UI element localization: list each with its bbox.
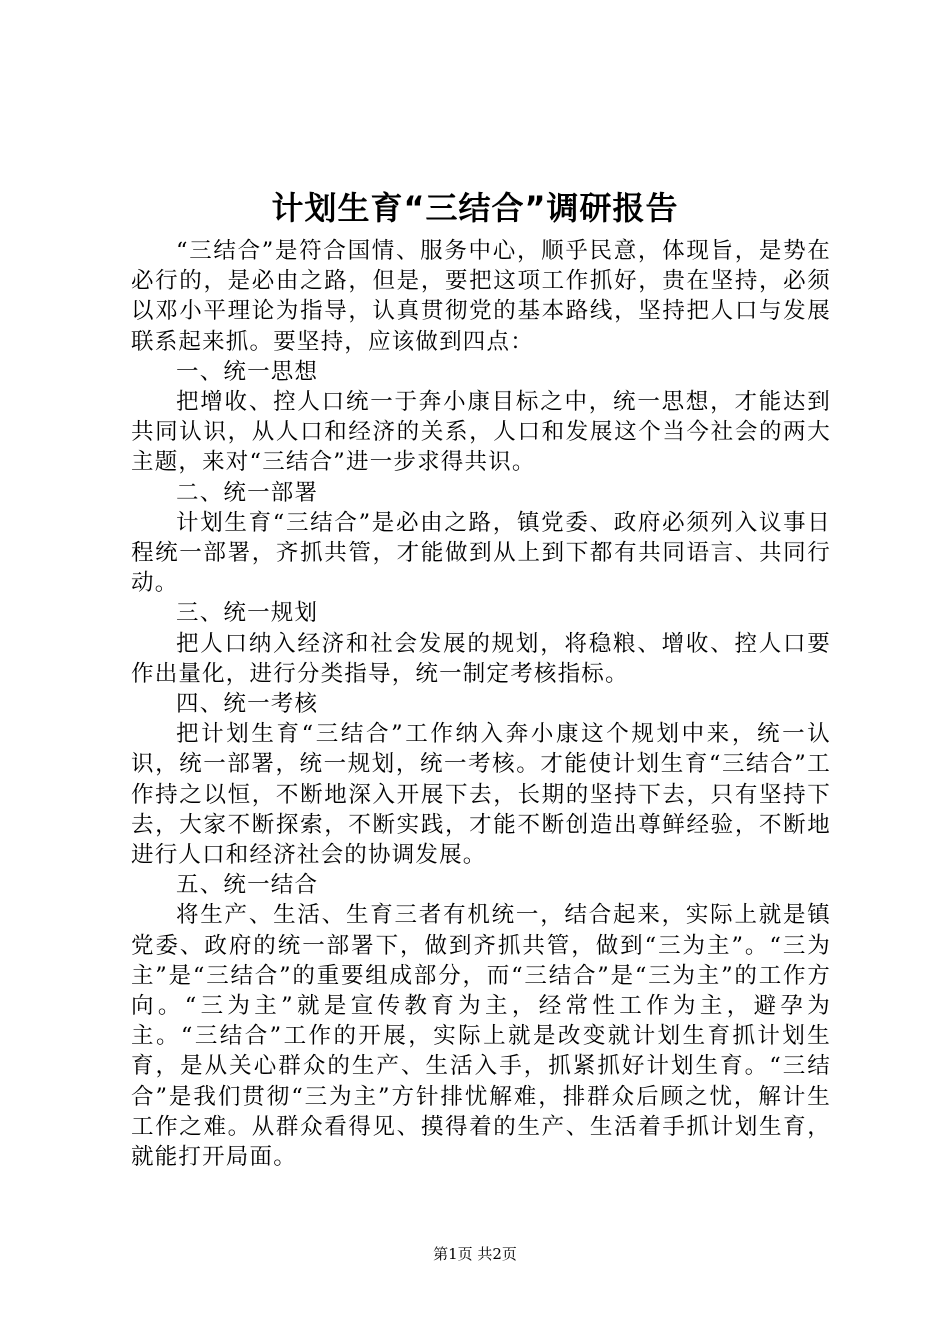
section-heading-2: 二、统一部署 [176, 479, 319, 506]
intro-paragraph: “三结合”是符合国情、服务中心，顺乎民意，体现旨，是势在必行的，是必由之路，但是，要把这项工作抓好，贵在坚持，必须以邓小平理论为指导，认真贯彻党的基本路线，坚持把人口与发展联系起来抓。要坚持，应该做到四点： [131, 238, 831, 355]
section-paragraph-2: 计划生育“三结合”是必由之路，镇党委、政府必须列入议事日程统一部署，齐抓共管，才能做到从上到下都有共同语言、共同行动。 [131, 509, 831, 597]
section-heading-4: 四、统一考核 [176, 691, 319, 718]
document-body [131, 236, 831, 1172]
section-heading-3: 三、统一规划 [176, 600, 319, 627]
document-title: 计划生育“三结合”调研报告 [271, 189, 679, 227]
page-indicator: 第1页 共2页 [433, 1245, 517, 1263]
section-heading-1: 一、统一思想 [176, 358, 319, 385]
section-heading-5: 五、统一结合 [176, 872, 319, 899]
section-paragraph-1: 把增收、控人口统一于奔小康目标之中，统一思想，才能达到共同认识，从人口和经济的关系，人口和发展这个当今社会的两大主题，来对“三结合”进一步求得共识。 [131, 389, 831, 476]
page-footer [0, 1244, 950, 1264]
section-paragraph-4: 把计划生育“三结合”工作纳入奔小康这个规划中来，统一认识，统一部署，统一规划，统一考核。才能使计划生育“三结合”工作持之以恒，不断地深入开展下去，长期的坚持下去，只有坚持下去，大家不断探索，不断实践，才能不断创造出尊鲜经验，不断地进行人口和经济社会的协调发展。 [131, 721, 831, 869]
section-paragraph-5: 将生产、生活、生育三者有机统一，结合起来，实际上就是镇党委、政府的统一部署下，做到齐抓共管，做到“三为主”。“三为主”是“三结合”的重要组成部分，而“三结合”是“三为主”的工作方向。“三为主”就是宣传教育为主，经常性工作为主，避孕为主。“三结合”工作的开展，实际上就是改变就计划生育抓计划生育，是从关心群众的生产、生活入手，抓紧抓好计划生育。“三结合”是我们贯彻“三为主”方针排忧解难，排群众后顾之忧，解计生工作之难。从群众看得见、摸得着的生产、生活着手抓计划生育，就能打开局面。 [131, 902, 831, 1171]
section-paragraph-3: 把人口纳入经济和社会发展的规划，将稳粮、增收、控人口要作出量化，进行分类指导，统一制定考核指标。 [131, 630, 831, 687]
